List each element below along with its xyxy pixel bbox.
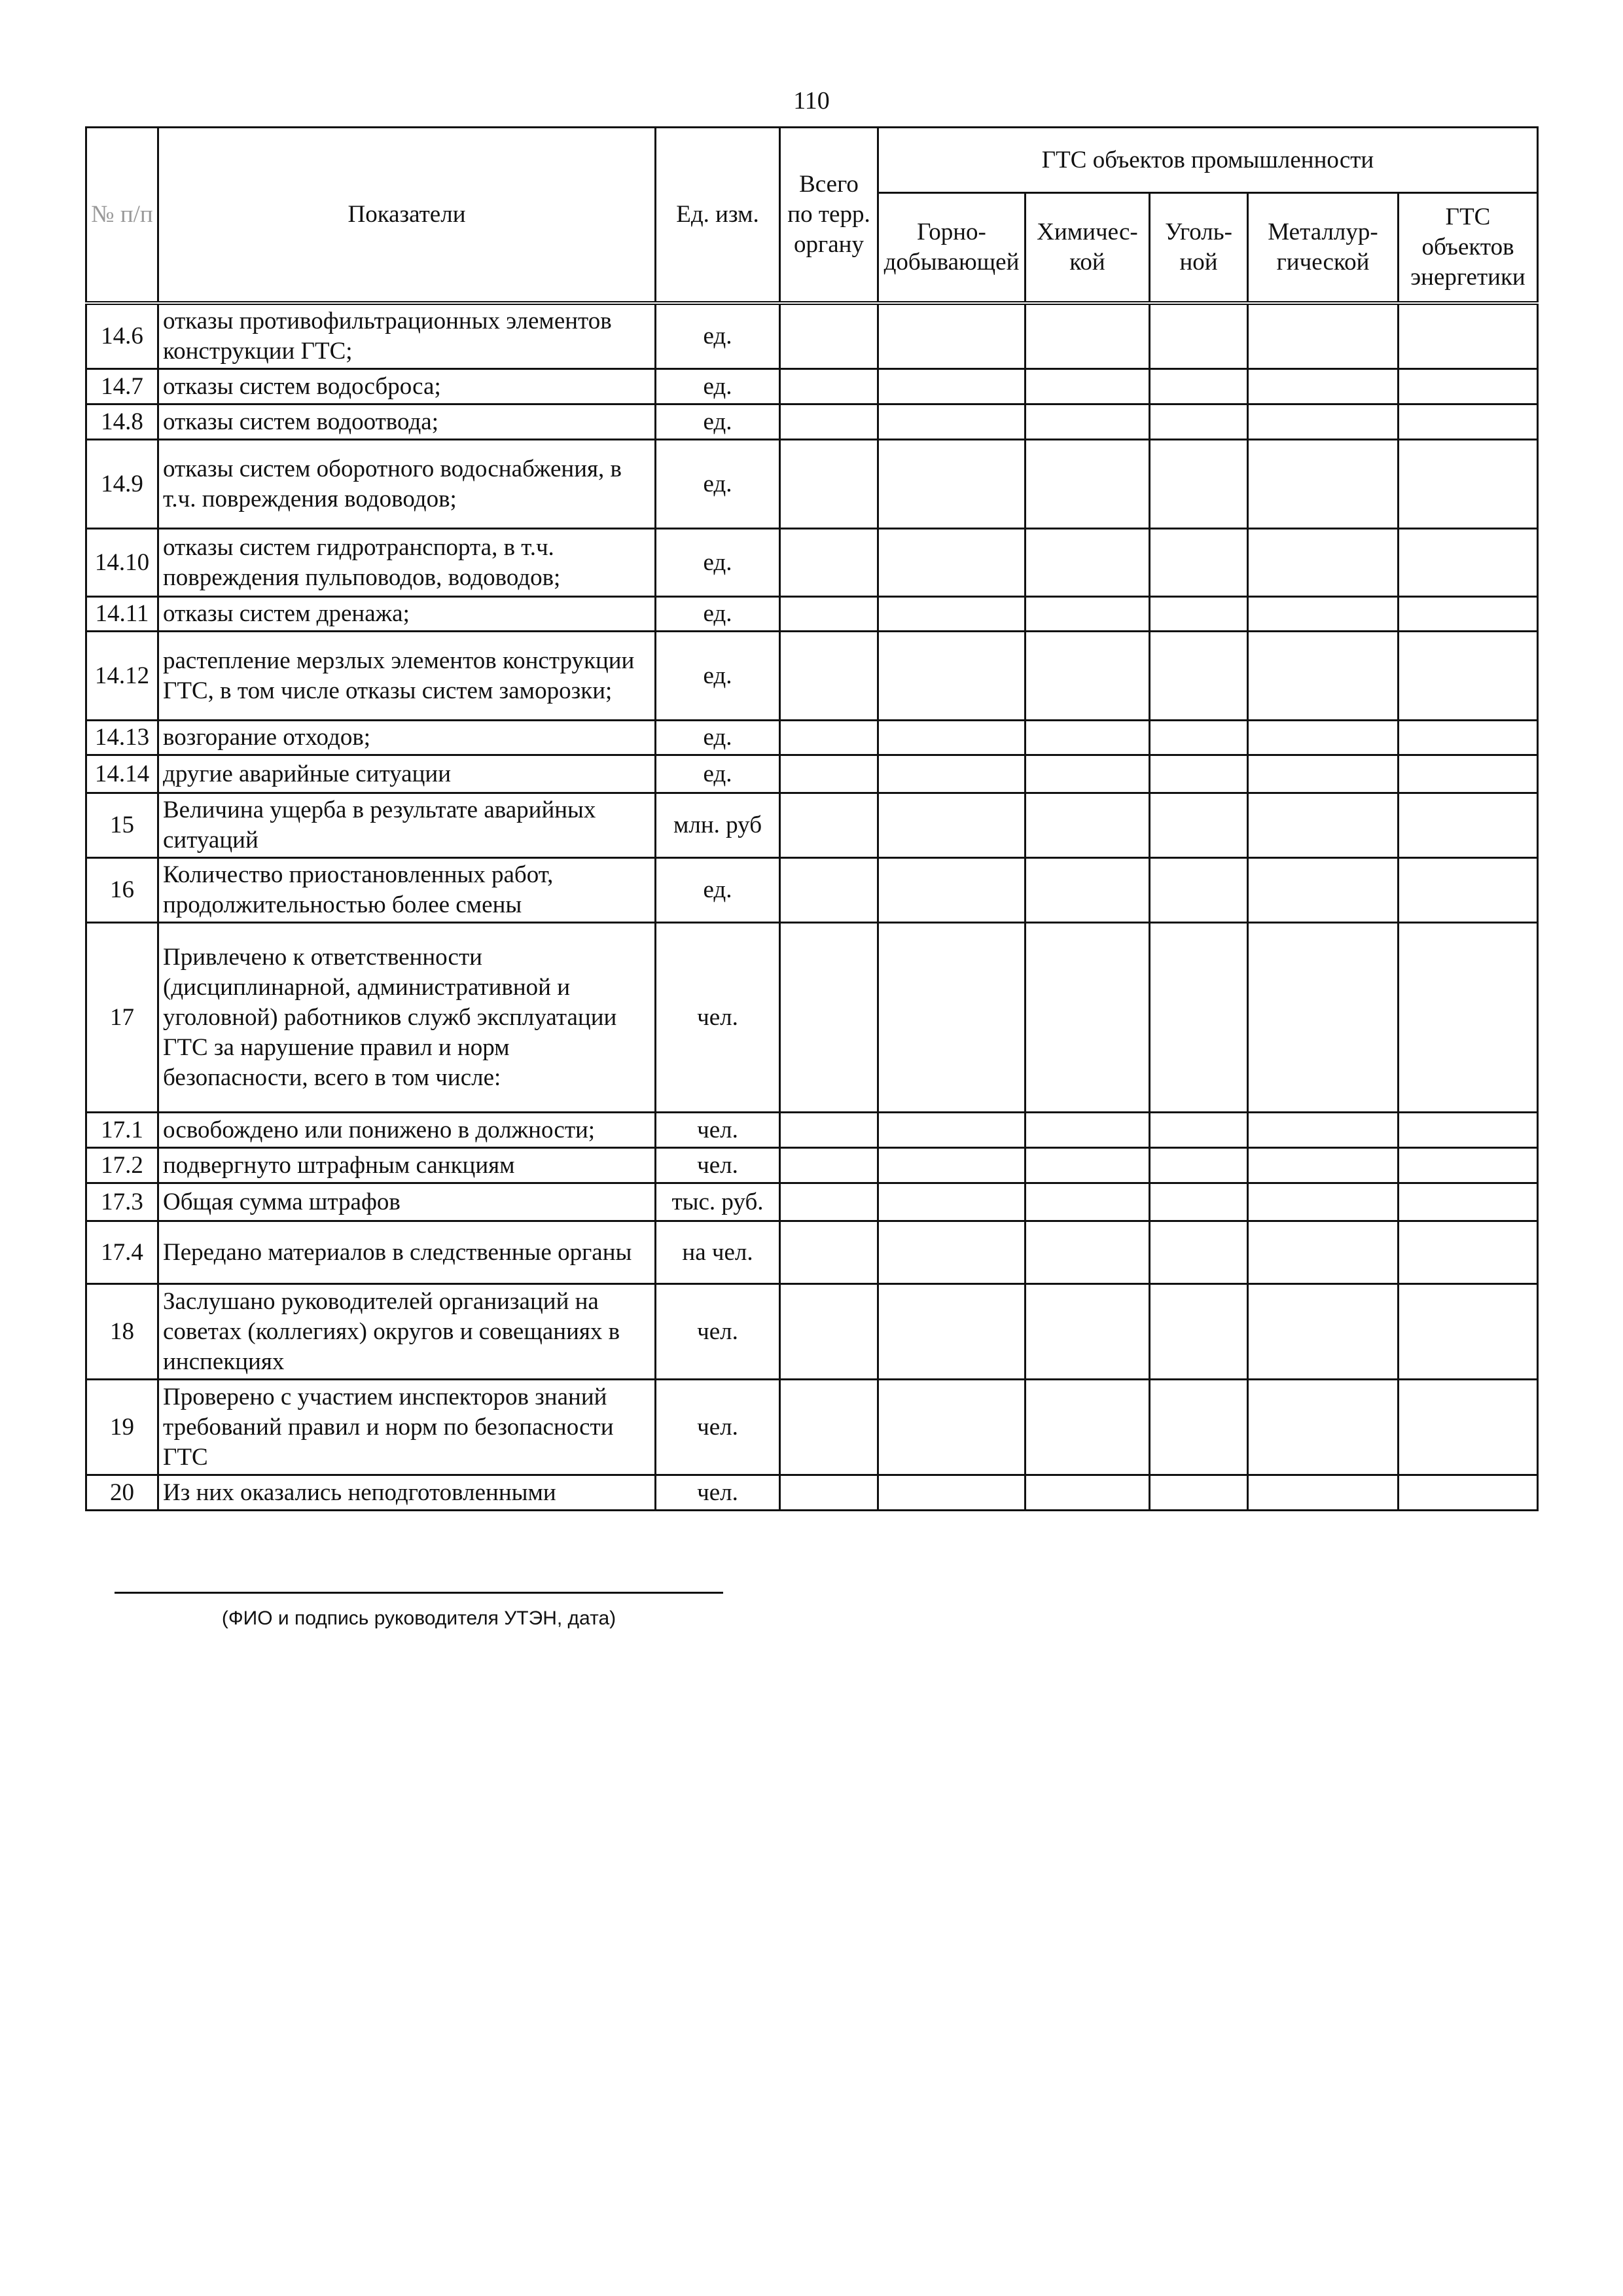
row-unit: ед.: [656, 529, 780, 597]
row-indicator: освобождено или понижено в должности;: [158, 1113, 656, 1148]
row-value-cell[interactable]: [878, 755, 1026, 793]
row-value-cell[interactable]: [1150, 303, 1248, 369]
row-indicator: отказы систем дренажа;: [158, 597, 656, 632]
row-number: 14.12: [86, 632, 158, 721]
row-unit: чел.: [656, 1284, 780, 1380]
row-value-cell[interactable]: [1399, 1284, 1538, 1380]
header-indicator: Показатели: [158, 128, 656, 304]
row-value-cell[interactable]: [780, 1148, 878, 1183]
row-indicator: подвергнуто штрафным санкциям: [158, 1148, 656, 1183]
row-value-cell[interactable]: [1150, 369, 1248, 404]
row-value-cell[interactable]: [1150, 1221, 1248, 1284]
row-unit: чел.: [656, 1113, 780, 1148]
table-row: [86, 858, 1538, 923]
row-value-cell[interactable]: [1248, 1183, 1399, 1221]
header-industry-group: ГТС объектов промышленности: [878, 128, 1538, 193]
row-value-cell[interactable]: [878, 632, 1026, 721]
row-value-cell[interactable]: [1248, 1380, 1399, 1475]
row-unit: млн. руб: [656, 793, 780, 858]
row-value-cell[interactable]: [878, 1380, 1026, 1475]
row-value-cell[interactable]: [780, 529, 878, 597]
row-value-cell[interactable]: [1026, 369, 1150, 404]
row-value-cell[interactable]: [878, 303, 1026, 369]
row-value-cell[interactable]: [1026, 529, 1150, 597]
row-unit: ед.: [656, 404, 780, 440]
row-indicator: отказы систем гидротранспорта, в т.ч. повреждения пульповодов, водоводов;: [158, 529, 656, 597]
row-unit: тыс. руб.: [656, 1183, 780, 1221]
table-row: [86, 1221, 1538, 1284]
row-value-cell[interactable]: [1399, 1148, 1538, 1183]
table-row: [86, 1113, 1538, 1148]
table-row: [86, 529, 1538, 597]
row-value-cell[interactable]: [878, 721, 1026, 755]
row-number: 17.3: [86, 1183, 158, 1221]
row-value-cell[interactable]: [1026, 1113, 1150, 1148]
row-value-cell[interactable]: [1248, 632, 1399, 721]
row-value-cell[interactable]: [1026, 1183, 1150, 1221]
row-value-cell[interactable]: [1150, 721, 1248, 755]
table-row: [86, 923, 1538, 1113]
row-unit: на чел.: [656, 1221, 780, 1284]
row-indicator: отказы систем водосброса;: [158, 369, 656, 404]
row-value-cell[interactable]: [878, 858, 1026, 923]
row-value-cell[interactable]: [1150, 529, 1248, 597]
row-value-cell[interactable]: [878, 793, 1026, 858]
row-indicator: возгорание отходов;: [158, 721, 656, 755]
row-number: 18: [86, 1284, 158, 1380]
row-number: 14.13: [86, 721, 158, 755]
row-value-cell[interactable]: [1026, 721, 1150, 755]
row-value-cell[interactable]: [1248, 1475, 1399, 1511]
table-row: [86, 755, 1538, 793]
row-value-cell[interactable]: [1026, 597, 1150, 632]
row-number: 17.2: [86, 1148, 158, 1183]
row-value-cell[interactable]: [780, 303, 878, 369]
row-value-cell[interactable]: [1150, 404, 1248, 440]
row-value-cell[interactable]: [1399, 755, 1538, 793]
table-body: [86, 303, 1538, 1511]
row-value-cell[interactable]: [780, 369, 878, 404]
row-value-cell[interactable]: [780, 1284, 878, 1380]
row-value-cell[interactable]: [780, 632, 878, 721]
row-value-cell[interactable]: [1399, 721, 1538, 755]
row-value-cell[interactable]: [780, 1221, 878, 1284]
row-value-cell[interactable]: [1248, 440, 1399, 529]
row-value-cell[interactable]: [878, 923, 1026, 1113]
row-value-cell[interactable]: [780, 1183, 878, 1221]
row-value-cell[interactable]: [1399, 1183, 1538, 1221]
row-number: 15: [86, 793, 158, 858]
header-coal: Уголь-ной: [1150, 193, 1248, 304]
table-row: [86, 404, 1538, 440]
row-indicator: другие аварийные ситуации: [158, 755, 656, 793]
row-value-cell[interactable]: [1026, 793, 1150, 858]
table-row: [86, 303, 1538, 369]
table-row: [86, 440, 1538, 529]
row-value-cell[interactable]: [1026, 440, 1150, 529]
row-value-cell[interactable]: [1150, 793, 1248, 858]
row-value-cell[interactable]: [1150, 1475, 1248, 1511]
row-value-cell[interactable]: [1248, 1148, 1399, 1183]
row-value-cell[interactable]: [1026, 404, 1150, 440]
row-value-cell[interactable]: [1026, 1221, 1150, 1284]
row-value-cell[interactable]: [878, 1221, 1026, 1284]
row-indicator: Проверено с участием инспекторов знаний требований правил и норм по безопасности ГТС: [158, 1380, 656, 1475]
row-value-cell[interactable]: [1026, 1475, 1150, 1511]
table-header: [86, 128, 1538, 304]
row-value-cell[interactable]: [1026, 923, 1150, 1113]
table-row: [86, 1148, 1538, 1183]
row-value-cell[interactable]: [878, 597, 1026, 632]
row-number: 14.8: [86, 404, 158, 440]
table-row: [86, 1475, 1538, 1511]
row-number: 19: [86, 1380, 158, 1475]
row-value-cell[interactable]: [1399, 1475, 1538, 1511]
row-unit: ед.: [656, 632, 780, 721]
row-value-cell[interactable]: [1150, 632, 1248, 721]
row-value-cell[interactable]: [780, 404, 878, 440]
row-value-cell[interactable]: [1248, 923, 1399, 1113]
table-row: [86, 1380, 1538, 1475]
row-value-cell[interactable]: [1248, 1113, 1399, 1148]
row-value-cell[interactable]: [780, 1475, 878, 1511]
row-value-cell[interactable]: [1150, 1284, 1248, 1380]
table-row: [86, 1284, 1538, 1380]
row-value-cell[interactable]: [878, 440, 1026, 529]
row-unit: ед.: [656, 858, 780, 923]
row-indicator: Из них оказались неподготовленными: [158, 1475, 656, 1511]
row-value-cell[interactable]: [1248, 303, 1399, 369]
row-unit: чел.: [656, 1148, 780, 1183]
row-value-cell[interactable]: [1399, 369, 1538, 404]
header-number: № п/п: [86, 128, 158, 304]
row-value-cell[interactable]: [1026, 1284, 1150, 1380]
row-indicator: отказы систем оборотного водоснабжения, в т.ч. повреждения водоводов;: [158, 440, 656, 529]
table-row: [86, 632, 1538, 721]
row-indicator: Передано материалов в следственные органы: [158, 1221, 656, 1284]
header-energy: ГТС объектов энергетики: [1399, 193, 1538, 304]
row-value-cell[interactable]: [1248, 1221, 1399, 1284]
row-value-cell[interactable]: [1026, 755, 1150, 793]
row-value-cell[interactable]: [878, 1148, 1026, 1183]
row-number: 14.11: [86, 597, 158, 632]
header-total: Всего по терр. органу: [780, 128, 878, 304]
table-row: [86, 793, 1538, 858]
row-value-cell[interactable]: [878, 404, 1026, 440]
row-value-cell[interactable]: [878, 1183, 1026, 1221]
row-value-cell[interactable]: [878, 1113, 1026, 1148]
row-indicator: Привлечено к ответственности (дисциплинарной, административной и уголовной) работников служб эксплуатации ГТС за нарушение правил и норм безопасности, всего в том числе:: [158, 923, 656, 1113]
row-unit: чел.: [656, 1380, 780, 1475]
row-unit: чел.: [656, 923, 780, 1113]
row-number: 14.14: [86, 755, 158, 793]
row-unit: чел.: [656, 1475, 780, 1511]
row-indicator: Заслушано руководителей организаций на советах (коллегиях) округов и совещаниях в инспекциях: [158, 1284, 656, 1380]
table-row: [86, 597, 1538, 632]
row-value-cell[interactable]: [780, 755, 878, 793]
row-value-cell[interactable]: [1248, 369, 1399, 404]
row-value-cell[interactable]: [1248, 404, 1399, 440]
row-indicator: Величина ущерба в результате аварийных ситуаций: [158, 793, 656, 858]
row-value-cell[interactable]: [1399, 793, 1538, 858]
table-row: [86, 721, 1538, 755]
row-value-cell[interactable]: [878, 1284, 1026, 1380]
row-unit: ед.: [656, 721, 780, 755]
row-value-cell[interactable]: [1150, 597, 1248, 632]
row-unit: ед.: [656, 440, 780, 529]
row-unit: ед.: [656, 303, 780, 369]
header-mining: Горно-добывающей: [878, 193, 1026, 304]
header-unit: Ед. изм.: [656, 128, 780, 304]
row-value-cell[interactable]: [1026, 1148, 1150, 1183]
row-value-cell[interactable]: [1150, 1183, 1248, 1221]
row-value-cell[interactable]: [1399, 529, 1538, 597]
row-value-cell[interactable]: [1150, 1148, 1248, 1183]
row-value-cell[interactable]: [1248, 755, 1399, 793]
table-row: [86, 1183, 1538, 1221]
row-number: 17.1: [86, 1113, 158, 1148]
row-value-cell[interactable]: [780, 923, 878, 1113]
signature-line: [115, 1592, 723, 1594]
row-value-cell[interactable]: [1248, 597, 1399, 632]
row-value-cell[interactable]: [1150, 923, 1248, 1113]
row-value-cell[interactable]: [1399, 597, 1538, 632]
row-value-cell[interactable]: [1248, 1284, 1399, 1380]
row-value-cell[interactable]: [878, 529, 1026, 597]
row-value-cell[interactable]: [780, 1380, 878, 1475]
row-indicator: Общая сумма штрафов: [158, 1183, 656, 1221]
report-table: [85, 126, 1539, 1511]
row-unit: ед.: [656, 597, 780, 632]
header-metallurgical: Металлур-гической: [1248, 193, 1399, 304]
row-value-cell[interactable]: [1150, 1380, 1248, 1475]
row-value-cell[interactable]: [1399, 923, 1538, 1113]
row-value-cell[interactable]: [780, 793, 878, 858]
table-row: [86, 369, 1538, 404]
row-value-cell[interactable]: [1399, 440, 1538, 529]
row-number: 17.4: [86, 1221, 158, 1284]
row-value-cell[interactable]: [1248, 858, 1399, 923]
row-value-cell[interactable]: [1150, 440, 1248, 529]
row-value-cell[interactable]: [1399, 404, 1538, 440]
signature-caption: (ФИО и подпись руководителя УТЭН, дата): [221, 1607, 616, 1629]
row-value-cell[interactable]: [878, 1475, 1026, 1511]
row-value-cell[interactable]: [1399, 1221, 1538, 1284]
row-value-cell[interactable]: [1399, 858, 1538, 923]
row-value-cell[interactable]: [1248, 529, 1399, 597]
row-indicator: отказы противофильтрационных элементов конструкции ГТС;: [158, 303, 656, 369]
row-indicator: Количество приостановленных работ, продолжительностью более смены: [158, 858, 656, 923]
row-number: 14.9: [86, 440, 158, 529]
row-value-cell[interactable]: [1150, 1113, 1248, 1148]
row-number: 20: [86, 1475, 158, 1511]
row-value-cell[interactable]: [780, 858, 878, 923]
row-value-cell[interactable]: [780, 440, 878, 529]
row-value-cell[interactable]: [1399, 632, 1538, 721]
row-value-cell[interactable]: [1150, 755, 1248, 793]
row-value-cell[interactable]: [780, 597, 878, 632]
row-value-cell[interactable]: [780, 1113, 878, 1148]
row-value-cell[interactable]: [1026, 858, 1150, 923]
row-value-cell[interactable]: [1026, 1380, 1150, 1475]
row-indicator: отказы систем водоотвода;: [158, 404, 656, 440]
row-value-cell[interactable]: [1026, 303, 1150, 369]
page-number: 110: [793, 87, 830, 115]
row-value-cell[interactable]: [1248, 793, 1399, 858]
row-unit: ед.: [656, 369, 780, 404]
header-chemical: Химичес-кой: [1026, 193, 1150, 304]
row-number: 17: [86, 923, 158, 1113]
row-value-cell[interactable]: [1399, 1380, 1538, 1475]
row-number: 14.10: [86, 529, 158, 597]
row-value-cell[interactable]: [780, 721, 878, 755]
row-value-cell[interactable]: [878, 369, 1026, 404]
row-value-cell[interactable]: [1026, 632, 1150, 721]
row-value-cell[interactable]: [1399, 303, 1538, 369]
row-value-cell[interactable]: [1150, 858, 1248, 923]
row-indicator: растепление мерзлых элементов конструкции ГТС, в том числе отказы систем заморозки;: [158, 632, 656, 721]
row-number: 14.7: [86, 369, 158, 404]
row-unit: ед.: [656, 755, 780, 793]
row-number: 14.6: [86, 303, 158, 369]
row-value-cell[interactable]: [1248, 721, 1399, 755]
row-number: 16: [86, 858, 158, 923]
row-value-cell[interactable]: [1399, 1113, 1538, 1148]
